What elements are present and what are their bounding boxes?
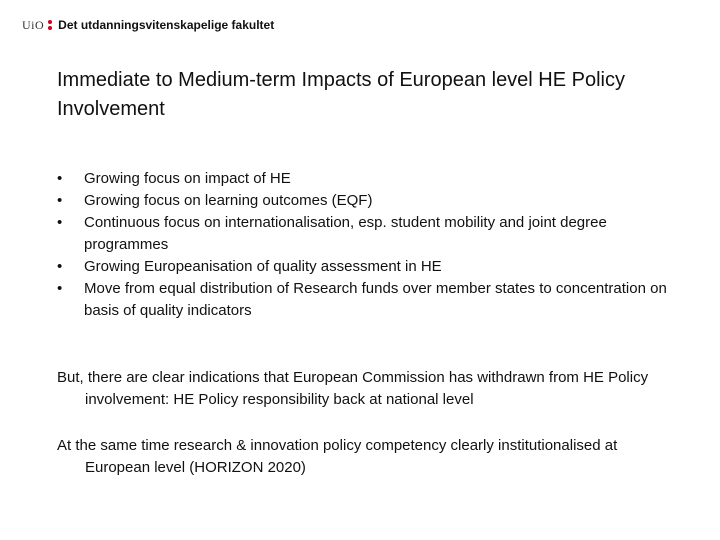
paragraph-commission-withdrawal: But, there are clear indications that European Commission has withdrawn from HE Policy involvement: HE Policy responsibility back at national level — [57, 369, 649, 408]
bullet-icon: • — [57, 192, 63, 209]
list-item — [57, 212, 677, 256]
bullet-text: Growing focus on learning outcomes (EQF) — [84, 192, 373, 209]
list-item — [57, 190, 677, 212]
list-item — [57, 168, 677, 190]
uio-logo — [22, 18, 58, 33]
bullet-list — [57, 168, 677, 322]
list-item — [57, 256, 677, 278]
logo-text: UiO — [22, 17, 45, 32]
logo-dots-icon — [48, 20, 52, 30]
list-item — [57, 278, 677, 322]
bullet-icon: • — [57, 258, 63, 275]
slide-title: Immediate to Medium-term Impacts of European level HE Policy Involvement — [57, 69, 625, 120]
bullet-icon: • — [57, 280, 63, 297]
paragraph-research-innovation: At the same time research & innovation policy competency clearly institutionalised at European level (HORIZON 2020) — [57, 437, 618, 476]
bullet-text: Move from equal distribution of Research funds over member states to concentration on basis of quality indicators — [84, 280, 667, 319]
slide-header — [22, 14, 274, 36]
faculty-name: Det utdanningsvitenskapelige fakultet — [58, 18, 275, 32]
bullet-icon: • — [57, 214, 63, 231]
bullet-text: Growing focus on impact of HE — [84, 170, 291, 187]
bullet-text: Growing Europeanisation of quality assessment in HE — [84, 258, 442, 275]
bullet-text: Continuous focus on internationalisation, esp. student mobility and joint degree programmes — [84, 214, 607, 253]
bullet-icon: • — [57, 170, 63, 187]
